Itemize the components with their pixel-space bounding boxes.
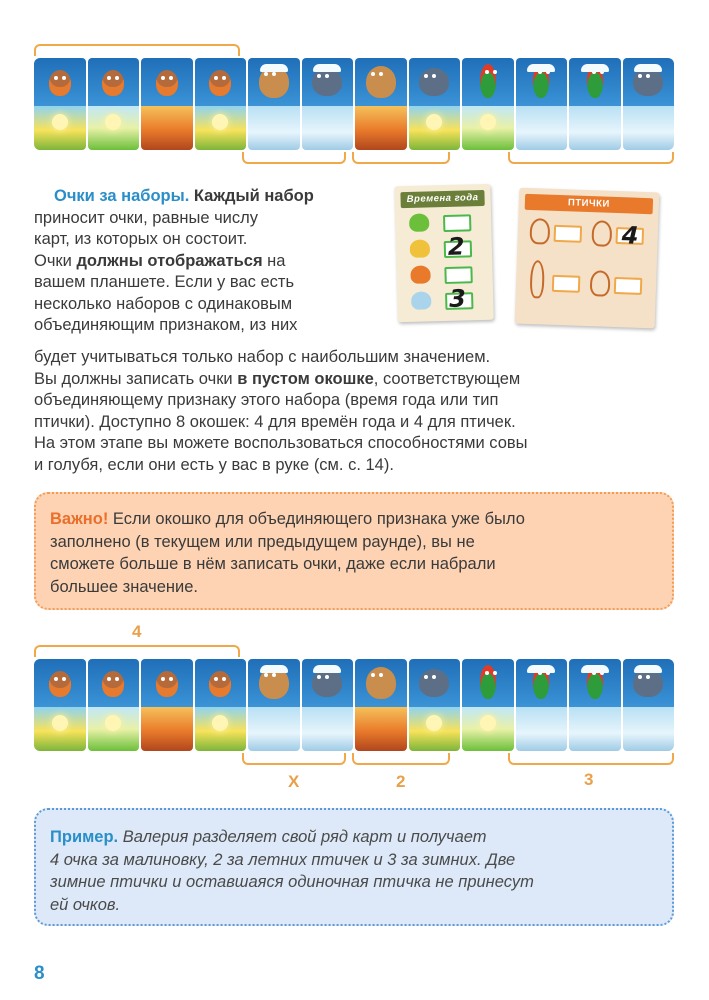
set-bracket-winter-trio xyxy=(508,152,674,164)
rules-line: несколько наборов с одинаковым xyxy=(34,294,293,313)
sun-icon xyxy=(212,715,228,731)
owl-icon xyxy=(366,667,396,699)
important-text: Если окошко для объединяющего признака уже было xyxy=(108,510,525,528)
rules-text: Очки xyxy=(34,251,77,270)
rules-line: На этом этапе вы можете воспользоваться способностями совы xyxy=(34,434,528,452)
rules-line: вашем планшете. Если у вас есть xyxy=(34,273,295,291)
owl-winter-card xyxy=(248,659,300,751)
robin-icon xyxy=(156,70,178,96)
woodpecker-sketch-icon xyxy=(530,260,545,298)
birds-sheet-title: ПТИЧКИ xyxy=(525,194,653,214)
sun-icon xyxy=(52,715,68,731)
snow-cap-icon xyxy=(527,665,555,673)
sun-icon xyxy=(212,114,228,130)
rules-p1-bold: Каждый набор xyxy=(193,187,314,205)
woodpecker-spring-card xyxy=(462,58,514,150)
bird-slot xyxy=(554,225,583,243)
example-label: Пример. xyxy=(50,828,119,846)
pigeon-icon xyxy=(312,68,342,96)
robin-spring-card xyxy=(88,659,140,751)
example-text: зимние птички и оставшаяся одиночная птичка не принесут xyxy=(50,873,534,891)
rules-line: птички). Доступно 8 окошек: 4 для времён года и 4 для птичек. xyxy=(34,412,516,431)
summer-tree-icon xyxy=(410,239,430,258)
snow-cap-icon xyxy=(634,64,662,72)
season-slot xyxy=(443,214,471,232)
set-bracket-winter-pair xyxy=(242,152,346,164)
set-bracket-robins xyxy=(34,645,240,657)
bird-score-mark: 4 xyxy=(621,221,639,250)
sun-icon xyxy=(105,114,121,130)
rules-bold: должны отображаться xyxy=(76,251,263,270)
rules-line: приносит очки, равные числу xyxy=(34,208,259,227)
pigeon-icon xyxy=(419,68,449,96)
set-bracket-winter-pair xyxy=(242,753,346,765)
set-bracket-summer-pair xyxy=(352,152,450,164)
sun-icon xyxy=(426,114,442,130)
pigeon-winter-card xyxy=(623,58,675,150)
woodpecker-winter-card xyxy=(516,58,568,150)
example-text: Валерия разделяет свой ряд карт и получает xyxy=(118,828,487,846)
robin-icon xyxy=(102,70,124,96)
robin-icon xyxy=(156,671,178,697)
pigeon-winter-card xyxy=(302,659,354,751)
pigeon-icon xyxy=(419,669,449,697)
important-text: заполнено (в текущем или предыдущем раунде), вы не xyxy=(50,532,475,551)
snow-cap-icon xyxy=(581,64,609,72)
example-text: ей очков. xyxy=(50,895,121,914)
robin-summer-card xyxy=(34,58,86,150)
robin-autumn-card xyxy=(141,659,193,751)
rules-bold: в пустом окошке xyxy=(237,369,374,388)
snow-cap-icon xyxy=(634,665,662,673)
score-winter: 3 xyxy=(584,770,594,789)
rules-text: на xyxy=(262,251,286,270)
owl-icon xyxy=(366,66,396,98)
autumn-tree-icon xyxy=(410,265,430,284)
example-text: 4 очка за малиновку, 2 за летних птичек и 3 за зимних. Две xyxy=(50,850,516,869)
rules-line: объединяющему признаку этого набора (время года или тип xyxy=(34,391,499,409)
card-strip-top xyxy=(34,58,674,150)
rules-line: и голубя, если они есть у вас в руке (см. с. 14). xyxy=(34,455,394,474)
owl-sketch-icon xyxy=(529,218,550,245)
sun-icon xyxy=(480,715,496,731)
sun-icon xyxy=(426,715,442,731)
pigeon-summer-card xyxy=(409,659,461,751)
score-cross: X xyxy=(288,772,300,791)
rules-text-narrow xyxy=(34,186,384,337)
owl-autumn-card xyxy=(355,58,407,150)
rules-text: , соответствующем xyxy=(373,369,521,388)
woodpecker-winter-card xyxy=(516,659,568,751)
snow-cap-icon xyxy=(527,64,555,72)
pigeon-icon xyxy=(633,669,663,697)
pigeon-winter-card xyxy=(623,659,675,751)
birds-scoresheet xyxy=(515,188,660,329)
important-label: Важно! xyxy=(50,510,109,528)
woodpecker-icon xyxy=(480,64,496,98)
robin-icon xyxy=(49,671,71,697)
rules-line: объединяющим признаком, из них xyxy=(34,316,298,334)
set-bracket-robins xyxy=(34,44,240,56)
robin-icon xyxy=(49,70,71,96)
snow-cap-icon xyxy=(313,665,341,673)
robin-icon xyxy=(209,671,231,697)
important-text: сможете больше в нём записать очки, даже если набрали xyxy=(50,555,496,573)
page-number: 8 xyxy=(34,963,45,984)
pigeon-icon xyxy=(633,68,663,96)
robin-autumn-card xyxy=(141,58,193,150)
seasons-scoresheet xyxy=(394,184,494,322)
snow-cap-icon xyxy=(260,64,288,72)
set-bracket-summer-pair xyxy=(352,753,450,765)
score-robins: 4 xyxy=(132,622,142,641)
owl-winter-card xyxy=(248,58,300,150)
winter-tree-icon xyxy=(411,291,431,310)
card-strip-bottom xyxy=(34,659,674,751)
robin-sketch-icon xyxy=(590,270,611,297)
sun-icon xyxy=(480,114,496,130)
important-note xyxy=(34,492,674,610)
rules-line: будет учитываться только набор с наибольшим значением. xyxy=(34,348,491,366)
robin-icon xyxy=(102,671,124,697)
example-note xyxy=(34,808,674,926)
robin-icon xyxy=(209,70,231,96)
pigeon-winter-card xyxy=(302,58,354,150)
snow-cap-icon xyxy=(581,665,609,673)
score-summer: 2 xyxy=(396,772,406,791)
season-score-mark: 2 xyxy=(447,232,465,261)
spring-tree-icon xyxy=(409,213,429,232)
robin-summer-card xyxy=(195,659,247,751)
woodpecker-spring-card xyxy=(462,659,514,751)
season-score-mark: 3 xyxy=(448,284,467,313)
woodpecker-icon xyxy=(480,665,496,699)
rules-heading: Очки за наборы. xyxy=(54,187,190,205)
woodpecker-winter-card xyxy=(569,58,621,150)
season-slot xyxy=(444,266,472,284)
snow-cap-icon xyxy=(313,64,341,72)
sun-icon xyxy=(105,715,121,731)
pigeon-icon xyxy=(312,669,342,697)
pigeon-sketch-icon xyxy=(591,220,612,247)
snow-cap-icon xyxy=(260,665,288,673)
owl-autumn-card xyxy=(355,659,407,751)
important-text: большее значение. xyxy=(50,577,199,596)
rules-text-wide xyxy=(34,347,674,476)
set-bracket-winter-trio xyxy=(508,753,674,765)
sun-icon xyxy=(52,114,68,130)
bird-slot xyxy=(614,277,643,295)
robin-summer-card xyxy=(195,58,247,150)
rules-text: Вы должны записать очки xyxy=(34,369,238,388)
robin-spring-card xyxy=(88,58,140,150)
seasons-sheet-title: Времена года xyxy=(400,190,484,208)
rules-line: карт, из которых он состоит. xyxy=(34,230,248,248)
bird-slot xyxy=(552,275,581,293)
robin-summer-card xyxy=(34,659,86,751)
pigeon-summer-card xyxy=(409,58,461,150)
woodpecker-winter-card xyxy=(569,659,621,751)
